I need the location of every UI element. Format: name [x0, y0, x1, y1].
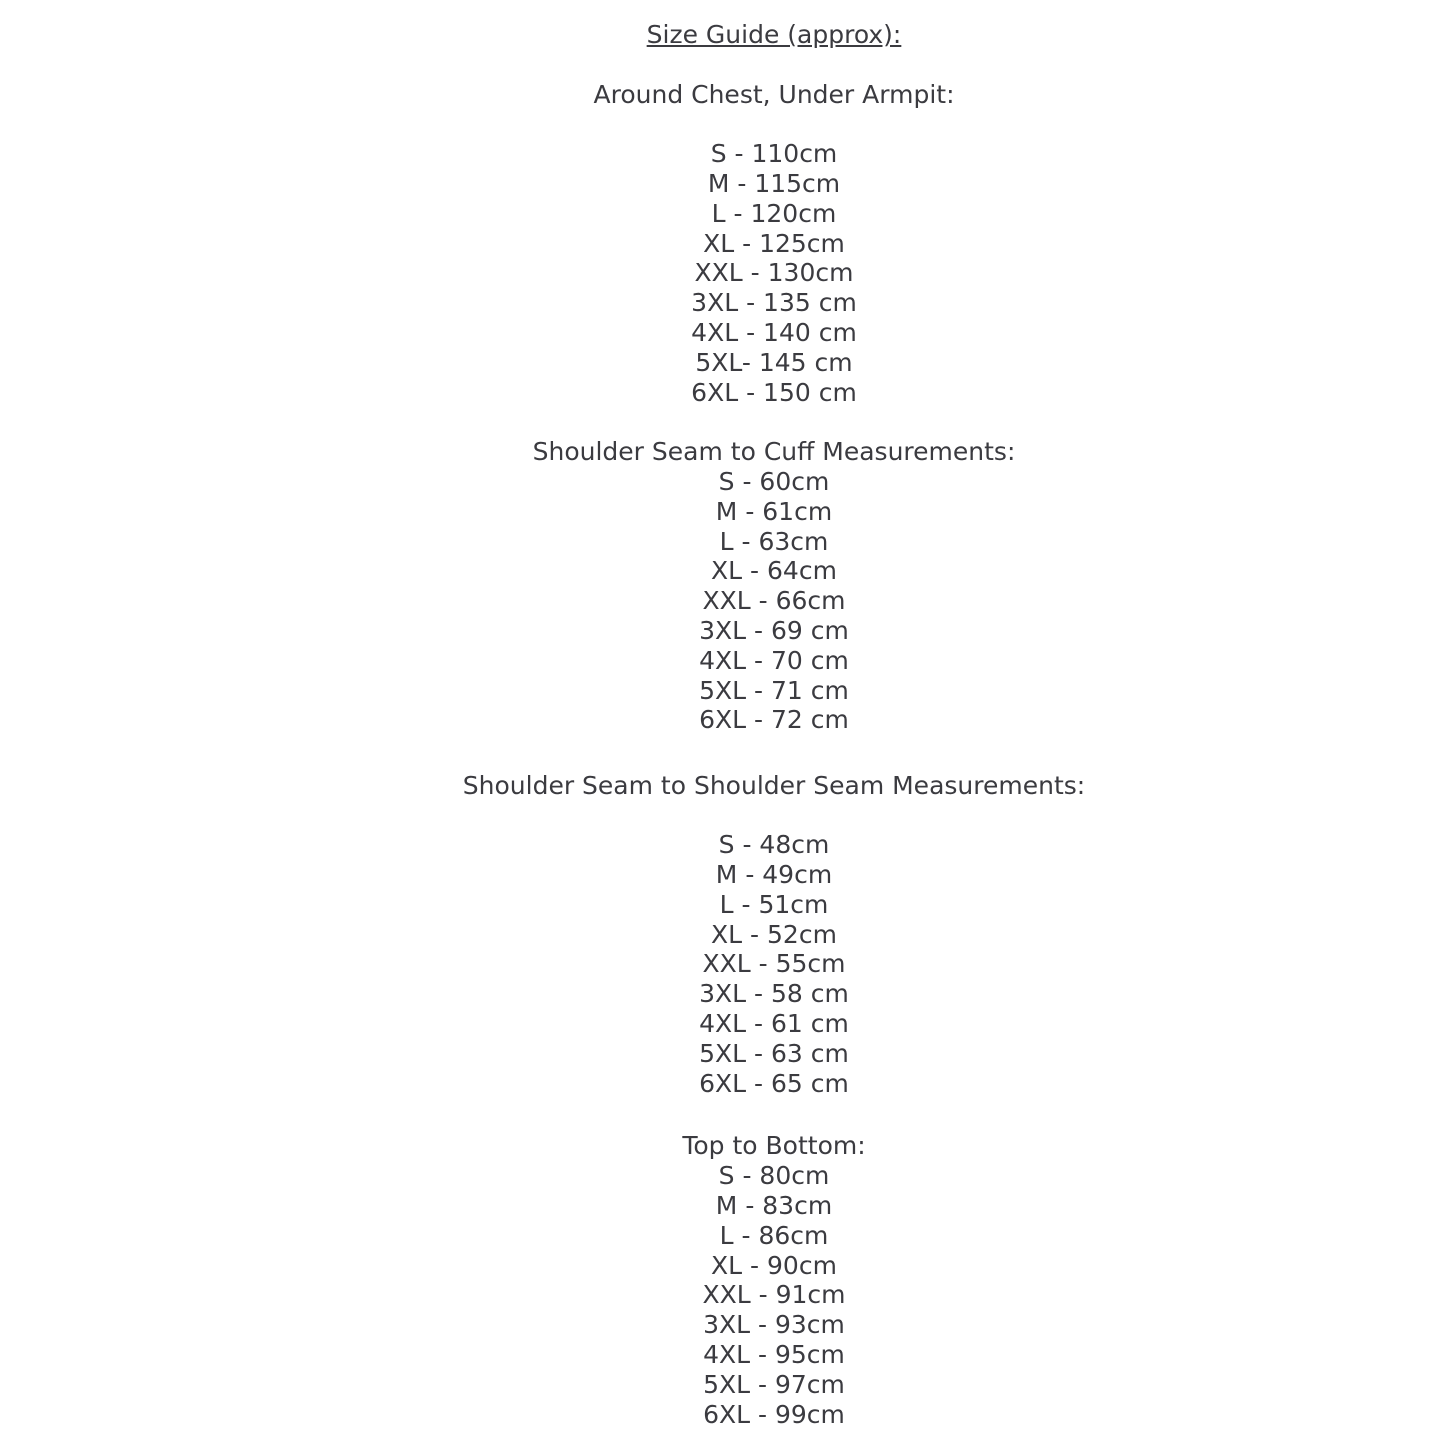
measurement-line: 6XL - 99cm [703, 1399, 845, 1429]
measurement-line: S - 80cm [718, 1161, 830, 1191]
measurement-line: L - 86cm [719, 1220, 829, 1250]
measurement-line: M - 61cm [715, 496, 833, 526]
size-section [103, 437, 1445, 735]
measurement-line: 4XL - 95cm [703, 1339, 845, 1369]
measurement-line: 4XL - 140 cm [691, 317, 857, 347]
measurement-line: XL - 125cm [703, 228, 845, 258]
measurement-line: S - 60cm [718, 466, 830, 496]
sections-container [103, 80, 1445, 1430]
section-heading: Top to Bottom: [682, 1131, 866, 1161]
measurement-line: 3XL - 58 cm [699, 979, 849, 1009]
blank-line [103, 109, 1445, 139]
measurement-line: L - 51cm [719, 889, 829, 919]
measurement-line: 5XL- 145 cm [695, 347, 853, 377]
section-heading: Shoulder Seam to Cuff Measurements: [532, 437, 1016, 467]
measurement-line: XXL - 91cm [702, 1280, 846, 1310]
size-section [103, 80, 1445, 408]
measurement-line: 4XL - 61 cm [699, 1009, 849, 1038]
size-section [103, 1131, 1445, 1429]
measurement-line: 3XL - 69 cm [699, 615, 849, 645]
page-title: Size Guide (approx): [646, 20, 902, 49]
measurement-line: M - 49cm [715, 860, 833, 890]
measurement-line: S - 110cm [710, 139, 838, 169]
section-heading: Around Chest, Under Armpit: [593, 79, 955, 109]
measurement-line: S - 48cm [718, 830, 830, 860]
blank-line [103, 50, 1445, 80]
measurement-line: 6XL - 72 cm [699, 705, 849, 735]
measurement-line: XXL - 130cm [694, 258, 854, 288]
measurement-line: 6XL - 150 cm [691, 377, 857, 407]
measurement-line: XXL - 55cm [702, 949, 846, 979]
measurement-line: 3XL - 135 cm [691, 288, 857, 318]
measurement-line: XL - 52cm [711, 919, 837, 949]
measurement-line: M - 83cm [715, 1190, 833, 1220]
measurement-line: M - 115cm [707, 168, 841, 198]
measurement-line: 3XL - 93cm [703, 1310, 845, 1340]
measurement-line: L - 120cm [711, 198, 837, 228]
section-heading: Shoulder Seam to Shoulder Seam Measurements: [462, 770, 1086, 800]
measurement-line: L - 63cm [719, 526, 829, 556]
measurement-line: XL - 64cm [711, 556, 837, 586]
size-section [103, 771, 1445, 1099]
measurement-line: XL - 90cm [711, 1250, 837, 1280]
blank-line [103, 800, 1445, 830]
measurement-line: 5XL - 71 cm [699, 675, 849, 705]
measurement-line: 5XL - 63 cm [699, 1038, 849, 1068]
measurement-line: 6XL - 65 cm [699, 1068, 849, 1098]
measurement-line: XXL - 66cm [702, 586, 846, 616]
measurement-line: 4XL - 70 cm [699, 645, 849, 675]
measurement-line: 5XL - 97cm [703, 1369, 845, 1399]
size-guide-document [103, 20, 1445, 1429]
